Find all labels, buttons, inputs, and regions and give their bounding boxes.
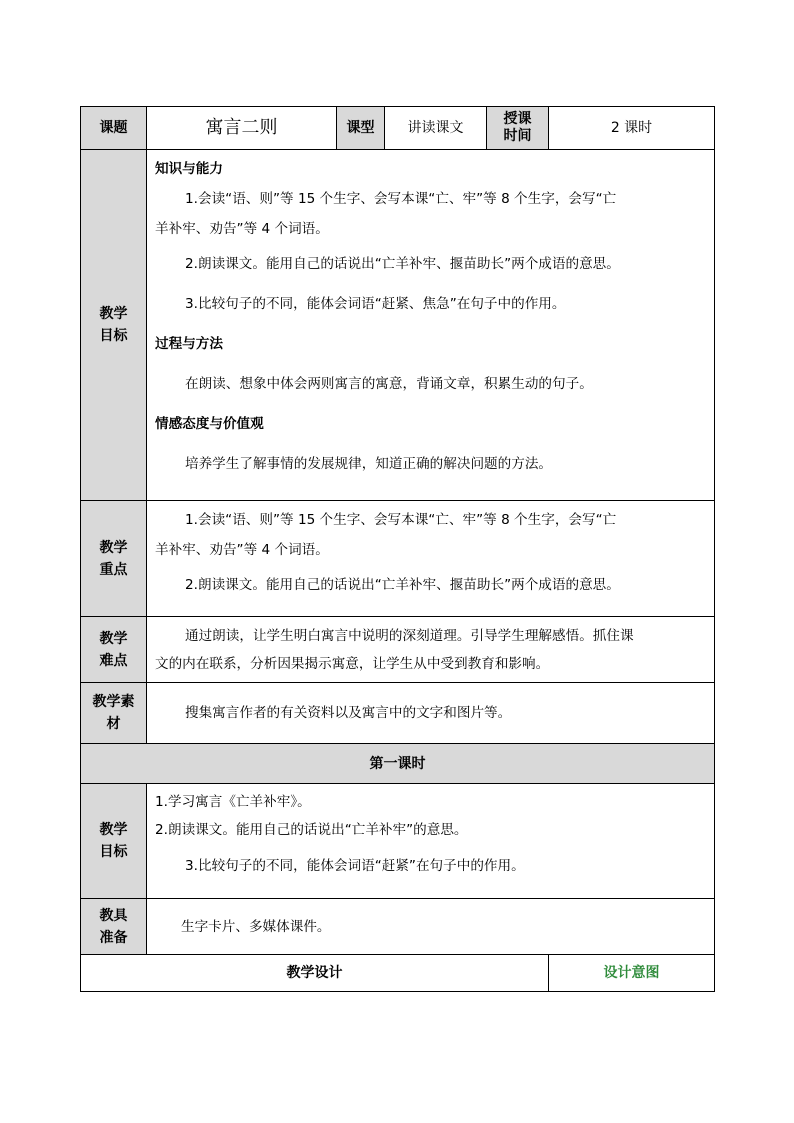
process-text: 在朗读、想象中体会两则寓言的寓意，背诵文章，积累生动的句子。	[185, 376, 593, 392]
tools-label	[81, 899, 147, 955]
header-row	[81, 107, 715, 150]
tools-row	[81, 899, 715, 955]
materials-label-line2: 材	[106, 716, 121, 732]
type-label: 课型	[337, 107, 385, 150]
first-period-row	[81, 744, 715, 784]
difficulty-line-1: 通过朗读，让学生明白寓言中说明的深刻道理。引导学生理解感悟。抓住课	[185, 627, 634, 644]
key-points-label-line2: 重点	[99, 561, 128, 578]
tools-text: 生字卡片、多媒体课件。	[147, 899, 715, 955]
period-objective-1: 1.学习寓言《亡羊补牢》。	[155, 794, 311, 810]
lesson-label: 课题	[81, 107, 147, 150]
key-point-2: 2.朗读课文。能用自己的话说出“亡羊补牢、揠苗助长”两个成语的意思。	[185, 577, 620, 593]
materials-row	[81, 683, 715, 744]
difficulties-label	[81, 617, 147, 683]
type-value: 讲读课文	[385, 107, 487, 150]
emotion-heading: 情感态度与价值观	[155, 416, 264, 432]
materials-label-line1: 教学素	[92, 694, 135, 710]
knowledge-item-2: 2.朗读课文。能用自己的话说出“亡羊补牢、揠苗助长”两个成语的意思。	[185, 256, 620, 272]
materials-label	[81, 683, 147, 744]
objectives-label-line1: 教学	[99, 306, 128, 322]
knowledge-item-3: 3.比较句子的不同，能体会词语“赶紧、焦急”在句子中的作用。	[185, 296, 566, 312]
difficulties-label-line2: 难点	[99, 652, 128, 669]
period-objectives-label-line1: 教学	[99, 822, 128, 838]
period-objectives-label	[81, 784, 147, 899]
intent-label: 设计意图	[549, 955, 715, 992]
period-objectives-label-line2: 目标	[99, 844, 128, 860]
difficulties-label-line1: 教学	[99, 630, 128, 647]
key-point-1a: 1.会读“语、则”等 15 个生字、会写本课“亡、牢”等 8 个生字，会写“亡	[185, 512, 617, 528]
design-label: 教学设计	[81, 955, 549, 992]
period-objectives-content	[147, 784, 715, 899]
time-label-line1: 授课	[503, 111, 532, 127]
time-label	[487, 107, 549, 150]
objectives-label-line2: 目标	[99, 328, 128, 344]
objectives-label	[81, 150, 147, 501]
key-points-row	[81, 501, 715, 617]
difficulties-content	[147, 617, 715, 683]
key-points-content	[147, 501, 715, 617]
lesson-title: 寓言二则	[147, 107, 337, 150]
time-label-line2: 时间	[503, 128, 532, 144]
time-value: 2 课时	[549, 107, 715, 150]
first-period-title: 第一课时	[81, 744, 715, 784]
tools-label-line2: 准备	[99, 929, 128, 946]
difficulties-row	[81, 617, 715, 683]
tools-label-line1: 教具	[99, 907, 128, 924]
difficulty-line-2: 文的内在联系，分析因果揭示寓意，让学生从中受到教育和影响。	[155, 655, 550, 672]
objectives-content	[147, 150, 715, 501]
knowledge-heading: 知识与能力	[155, 161, 223, 177]
lesson-plan-table	[80, 106, 715, 992]
key-points-label	[81, 501, 147, 617]
design-row	[81, 955, 715, 992]
knowledge-item-1a: 1.会读“语、则”等 15 个生字、会写本课“亡、牢”等 8 个生字，会写“亡	[185, 191, 617, 207]
emotion-text: 培养学生了解事情的发展规律，知道正确的解决问题的方法。	[185, 456, 553, 472]
key-point-1b: 羊补牢、劝告”等 4 个词语。	[155, 542, 329, 558]
period-objective-2: 2.朗读课文。能用自己的话说出“亡羊补牢”的意思。	[155, 822, 468, 838]
objectives-row	[81, 150, 715, 501]
knowledge-item-1b: 羊补牢、劝告”等 4 个词语。	[155, 221, 329, 237]
materials-text: 搜集寓言作者的有关资料以及寓言中的文字和图片等。	[147, 683, 715, 744]
process-heading: 过程与方法	[155, 336, 223, 352]
period-objectives-row	[81, 784, 715, 899]
key-points-label-line1: 教学	[99, 539, 128, 556]
period-objective-3: 3.比较句子的不同，能体会词语“赶紧”在句子中的作用。	[185, 858, 525, 874]
